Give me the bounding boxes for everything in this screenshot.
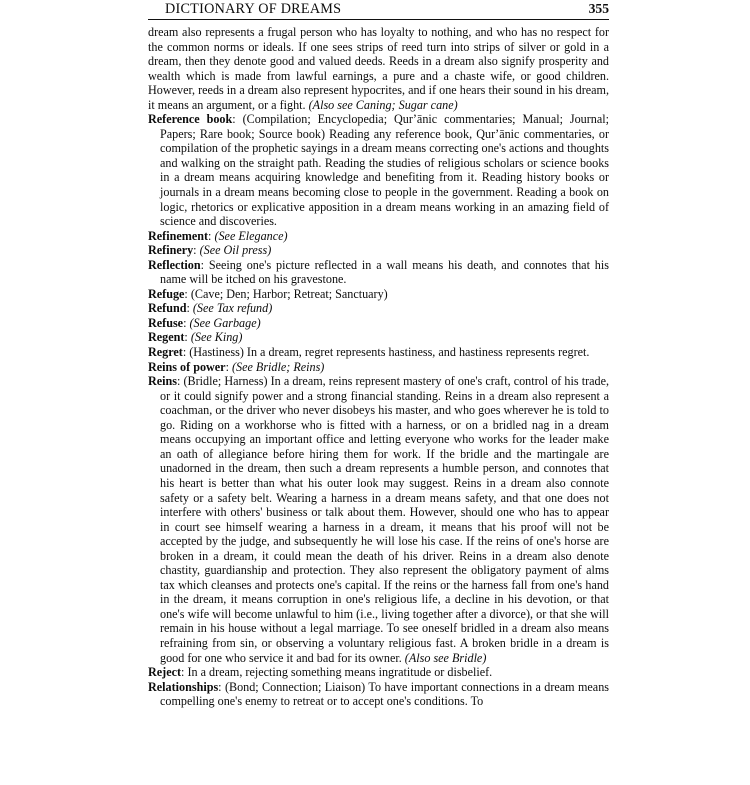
page-number: 355: [588, 1, 609, 16]
dictionary-entry: [148, 112, 609, 228]
entry-separator: :: [184, 330, 191, 345]
entry-text: (Hastiness) In a dream, regret represents hastiness, and hastiness represents regret.: [189, 345, 590, 360]
entry-cross-reference[interactable]: (See King): [190, 330, 243, 345]
entry-text: (Bond; Connection; Liaison) To have important connections in a dream means compelling one's enemy to retreat or to accept one's conditions. To: [160, 679, 609, 709]
entry-separator: :: [183, 315, 190, 330]
entry-cross-reference[interactable]: (See Tax refund): [192, 301, 273, 316]
dictionary-entry: [148, 360, 609, 375]
entry-text: In a dream, rejecting something means ingratitude or disbelief.: [187, 665, 493, 680]
entry-cross-reference[interactable]: (See Oil press): [199, 243, 272, 258]
entry-separator: :: [225, 359, 232, 374]
entry-headword: Reject: [148, 665, 182, 680]
running-head-title: DICTIONARY OF DREAMS: [165, 1, 342, 17]
entry-headword: Refinery: [148, 243, 194, 258]
entry-headword: Refinement: [148, 228, 209, 243]
dictionary-entry: [148, 330, 609, 345]
entry-separator: :: [218, 679, 225, 694]
entry-cross-reference[interactable]: (See Elegance): [214, 228, 288, 243]
dictionary-entry: [148, 25, 609, 112]
entry-headword: Refuge: [148, 286, 185, 301]
dictionary-entry: [148, 345, 609, 360]
dictionary-entry: [148, 680, 609, 709]
entry-separator: :: [177, 374, 184, 389]
entry-text: (Bridle; Harness) In a dream, reins represent mastery of one's craft, control of his trade, or it could signify power and a strong financial standing. Reins in a dream also represent a coachman, or the driver who never disobeys his master, and who goes wherever he is told to go. Riding on a workhorse who is fitted with a harness, or on a bridled nag in a dream means occupying an important office and letting everyone who works for the leader make an oath of allegiance before hiring them for work. If the bridle and the martingale are unadorned in the dream, then such a dream represents a humble person, and connotes that his heart is better than what his outer look may suggest. Reins in a dream also connote safety or a safety belt. Wearing a harness in a dream means safety, and that one does not interfere with others' business or talk about them. However, should one who has to appear in court see himself wearing a harness in a dream, it means that his proof will not be accepted by the judge, and subsequently he will lose his case. If the reins of one's horse are broken in a dream, it could mean the death of his driver. Reins in a dream also denote chastity, guardianship and protection. They also represent the obligatory payment of alms tax which cleanses and protects one's capital. If the reins or the harness fall from one's hand in the dream, it means corruption in one's religious life, a decline in his devotion, or that one's wife will become unlawful to him (i.e., living together after a divorce), or that she will remain in his house without a legal marriage. To see oneself bridled in a dream also means refraining from sin, or observing a voluntary religious fast. A broken bridle in a dream is good for one who service it and bad for its owner.: [160, 374, 609, 665]
entry-text: (Compilation; Encyclopedia; Qurʼānic commentaries; Manual; Journal; Papers; Rare book; Source book) Reading any reference book, Qurʼānic commentaries, or compilation of the prophetic sayings in a dream means correcting one's actions and thoughts and walking on the straight path. Reading the studies of religious scholars or science books in a dream means acquiring knowledge and benefiting from it. Reading history books or journals in a dream means becoming close to people in the government. Reading a book on logic, rhetorics or explicative apposition in a dream means working in an amazing field of science and discoveries.: [160, 112, 609, 229]
dictionary-entry: [148, 229, 609, 244]
header-rule: [148, 19, 609, 20]
entry-separator: :: [186, 301, 193, 316]
dictionary-entry: [148, 301, 609, 316]
entry-headword: Regent: [148, 330, 185, 345]
entry-headword: Regret: [148, 345, 183, 360]
dictionary-entry: [148, 287, 609, 302]
dictionary-entry: [148, 665, 609, 680]
entry-text: dream also represents a frugal person who has loyalty to nothing, and who has no respect for the common norms or ideals. If one sees strips of reed turn into strips of silver or gold in a dream, then they denote good and valued deeds. Reeds in a dream also signify prosperity and wealth which is made from lawful earnings, a pure and a chaste wife, or good children. However, reeds in a dream also represent hypocrites, and if one hears their sound in his dream, it means an argument, or a fight.: [148, 25, 609, 112]
entry-headword: Refund: [148, 301, 187, 316]
entry-cross-reference[interactable]: (See Bridle; Reins): [231, 359, 325, 374]
entry-text: (Cave; Den; Harbor; Retreat; Sanctuary): [190, 286, 388, 301]
entry-headword: Reflection: [148, 257, 201, 272]
dictionary-entry: [148, 258, 609, 287]
running-head: [148, 0, 609, 19]
dictionary-entry: [148, 316, 609, 331]
entry-headword: Reference book: [148, 112, 233, 127]
dictionary-entry: [148, 243, 609, 258]
entry-cross-reference[interactable]: (Also see Caning; Sugar cane): [308, 97, 458, 112]
entry-separator: :: [193, 243, 200, 258]
dictionary-page: [148, 0, 609, 709]
entry-separator: :: [200, 257, 209, 272]
entry-text: Seeing one's picture reflected in a wall means his death, and connotes that his name will be itched on his gravestone.: [160, 257, 609, 287]
entry-headword: Reins: [148, 374, 178, 389]
entry-separator: :: [184, 286, 191, 301]
entry-headword: Refuse: [148, 315, 184, 330]
entry-separator: :: [232, 112, 243, 127]
entry-list: [148, 19, 609, 709]
entry-separator: :: [181, 665, 188, 680]
entry-cross-reference[interactable]: (Also see Bridle): [404, 650, 487, 665]
entry-separator: :: [182, 345, 190, 360]
dictionary-entry: [148, 374, 609, 665]
entry-headword: Relationships: [148, 679, 219, 694]
entry-cross-reference[interactable]: (See Garbage): [189, 315, 261, 330]
entry-separator: :: [208, 228, 215, 243]
entry-headword: Reins of power: [148, 359, 226, 374]
